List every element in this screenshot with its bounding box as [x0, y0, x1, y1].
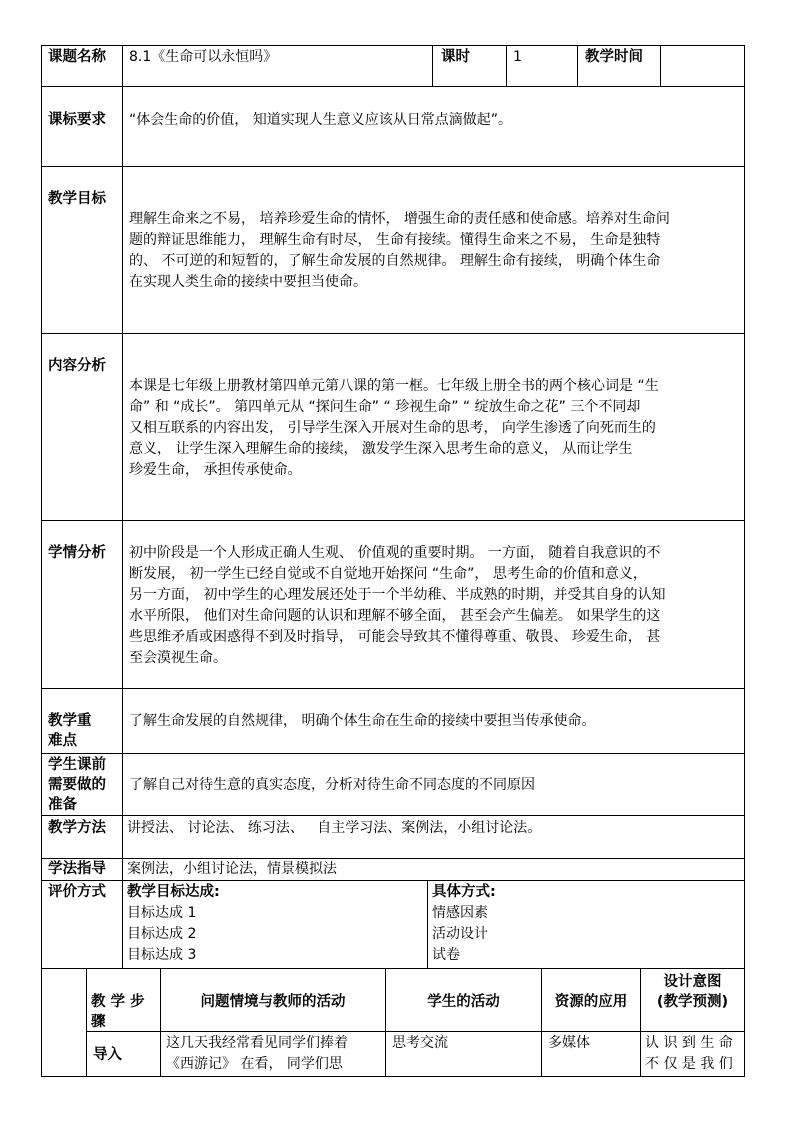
process-design-line: 不 仅 是 我 们: [645, 1056, 733, 1072]
rule: [660, 45, 661, 86]
rule: [86, 1031, 745, 1032]
rule: [41, 1076, 745, 1077]
process-resource-text: 多媒体: [548, 1035, 590, 1051]
process-resource-header: 资源的应用: [554, 994, 628, 1010]
evaluation-label: 评价方式: [48, 884, 106, 900]
preparation-text: 了解自己对待生意的真实态度，分析对待生命不同态度的不同原因: [129, 777, 535, 793]
content-line: 珍爱生命， 承担传承使命。: [129, 462, 302, 478]
content-line: 本课是七年级上册教材第四单元第八课的第一框。七年级上册全书的两个核心词是 “生: [129, 378, 659, 394]
content-label: 内容分析: [48, 358, 106, 374]
course-name-value: 8.1《生命可以永恒吗》: [129, 49, 278, 65]
evaluation-goal-item: 目标达成 1: [127, 905, 197, 921]
process-teacher-line: 这几天我经常看见同学们捧着: [166, 1035, 348, 1051]
rule: [385, 968, 386, 1076]
rule: [41, 166, 745, 167]
learners-line: 至会漠视生命。: [129, 650, 227, 666]
rule: [41, 45, 745, 46]
learners-line: 些思维矛盾或困惑得不到及时指导， 可能会导致其不懂得尊重、敬畏、 珍爱生命， 甚: [129, 629, 661, 645]
learners-line: 水平所限， 他们对生命问题的认识和理解不够全面， 甚至会产生偏差。 如果学生的这: [129, 608, 661, 624]
teaching-time-label: 教学时间: [585, 49, 643, 65]
rule: [41, 520, 745, 521]
content-line: 命” 和 “成长”。 第四单元从 “探问生命” “ 珍视生命” “ 绽放生命之花” 三个不同却: [129, 399, 641, 415]
key-points-text: 了解生命发展的自然规律， 明确个体生命在生命的接续中要担当传承使命。: [129, 713, 596, 729]
goals-line: 理解生命来之不易， 培养珍爱生命的情怀， 增强生命的责任感和使命感。培养对生命问: [129, 211, 670, 227]
evaluation-goals-title: 教学目标达成:: [127, 884, 220, 900]
process-design-line: 认 识 到 生 命: [645, 1035, 733, 1051]
rule: [41, 688, 745, 689]
evaluation-method-item: 试卷: [432, 947, 460, 963]
learners-label: 学情分析: [48, 545, 106, 561]
key-points-label: 难点: [48, 733, 77, 749]
rule: [41, 815, 745, 816]
process-student-text: 思考交流: [392, 1035, 448, 1051]
goals-line: 的、 不可逆的和短暂的，了解生命发展的自然规律。 理解生命有接续， 明确个体生命: [129, 253, 661, 269]
rule: [427, 880, 428, 968]
rule: [541, 968, 542, 1076]
process-design-header: 设计意图: [663, 974, 722, 990]
preparation-label: 学生课前: [48, 757, 106, 773]
evaluation-goal-item: 目标达成 3: [127, 947, 197, 963]
process-step-header: 骤: [91, 1014, 106, 1030]
standard-label: 课标要求: [48, 112, 106, 128]
goals-line: 在实现人类生命的接续中要担当使命。: [129, 274, 367, 290]
rule: [86, 968, 87, 1076]
learners-line: 另一方面， 初中学生的心理发展还处于一个半幼稚、半成熟的时期，并受其自身的认知: [129, 587, 666, 603]
period-label: 课时: [441, 49, 470, 65]
process-design-header: (教学预测): [656, 994, 729, 1010]
evaluation-goal-item: 目标达成 2: [127, 926, 197, 942]
methods-text: 讲授法、 讨论法、 练习法、 自主学习法、案例法，小组讨论法。: [127, 820, 542, 836]
rule: [744, 45, 745, 1077]
content-line: 意义， 让学生深入理解生命的接续， 激发学生深入思考生命的意义， 从而让学生: [129, 441, 633, 457]
process-student-header: 学生的活动: [427, 994, 500, 1010]
key-points-label: 教学重: [48, 713, 92, 729]
rule: [122, 880, 123, 968]
learners-line: 初中阶段是一个人形成正确人生观、 价值观的重要时期。 一方面， 随着自我意识的不: [129, 545, 661, 561]
rule: [577, 45, 578, 86]
rule: [41, 753, 745, 754]
evaluation-methods-title: 具体方式:: [432, 884, 496, 900]
study-guide-label: 学法指导: [48, 861, 106, 877]
evaluation-method-item: 活动设计: [432, 926, 488, 942]
rule: [41, 333, 745, 334]
period-value: 1: [513, 49, 522, 65]
process-teacher-header: 问题情境与教师的活动: [200, 994, 346, 1010]
standard-text: “体会生命的价值， 知道实现人生意义应该从日常点滴做起”。: [129, 112, 512, 128]
goals-line: 题的辩证思维能力， 理解生命有时尽， 生命有接续。懂得生命来之不易， 生命是独特: [129, 232, 661, 248]
preparation-label: 需要做的: [48, 777, 106, 793]
study-guide-text: 案例法，小组讨论法，情景模拟法: [127, 861, 337, 877]
rule: [41, 45, 42, 1077]
rule: [506, 45, 507, 86]
course-name-label: 课题名称: [48, 49, 106, 65]
methods-label: 教学方法: [48, 820, 106, 836]
evaluation-method-item: 情感因素: [432, 905, 488, 921]
process-step-intro: 导入: [93, 1047, 122, 1063]
preparation-label: 准备: [48, 797, 77, 813]
rule: [41, 86, 745, 87]
process-step-header: 教 学 步: [91, 994, 145, 1010]
rule: [432, 45, 433, 86]
content-line: 又相互联系的内容出发， 引导学生深入开展对生命的思考， 向学生渗透了向死而生的: [129, 420, 656, 436]
process-teacher-line: 《西游记》 在看， 同学们思: [166, 1056, 343, 1072]
learners-line: 断发展， 初一学生已经自觉或不自觉地开始探问 “生命”， 思考生命的价值和意义，: [129, 566, 647, 582]
goals-label: 教学目标: [48, 191, 106, 207]
rule: [160, 968, 161, 1076]
rule: [122, 45, 123, 881]
